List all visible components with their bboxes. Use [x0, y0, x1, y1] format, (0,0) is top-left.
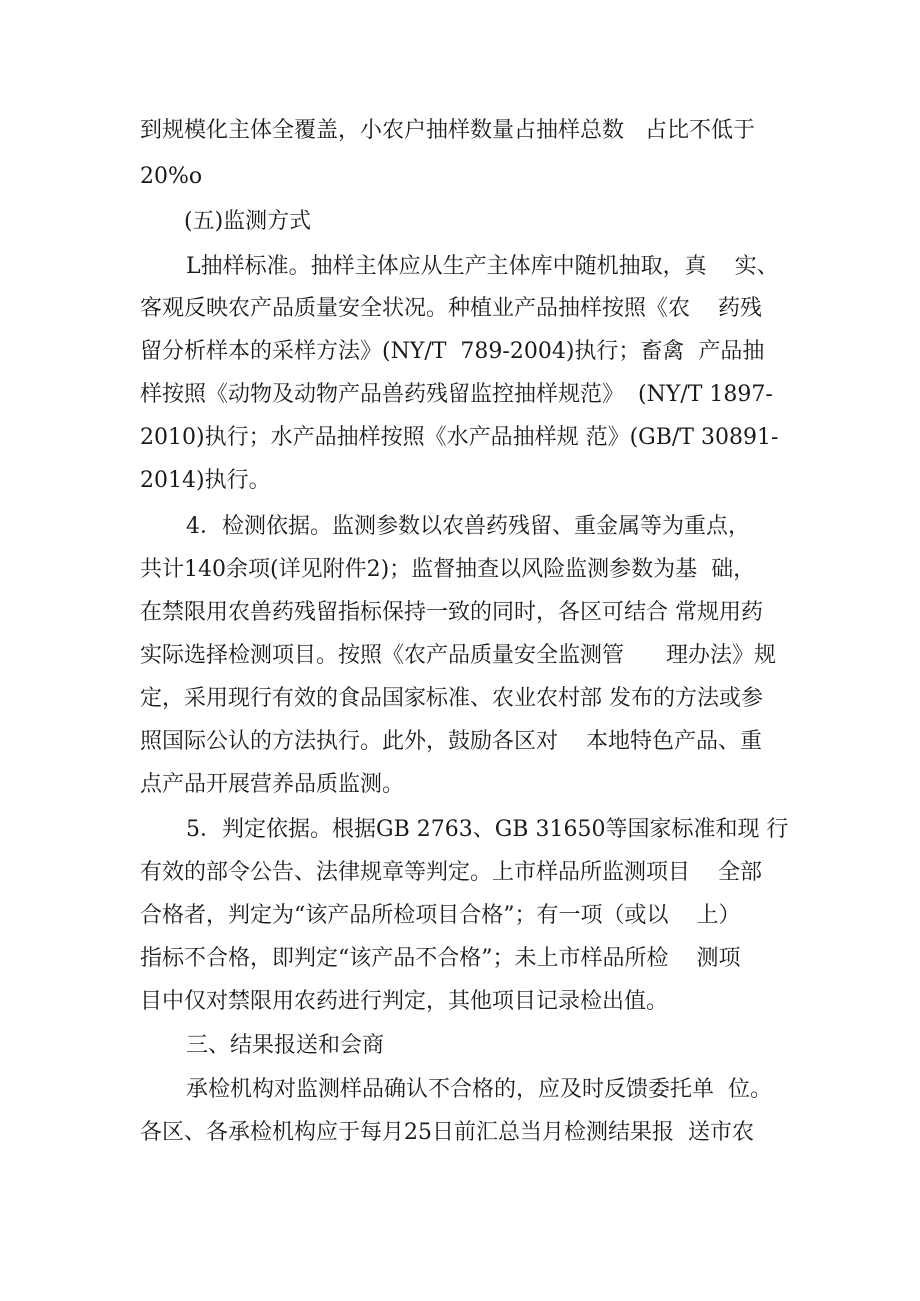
text-line: 4．检测依据。监测参数以农兽药残留、重金属等为重点，	[186, 514, 750, 539]
text-line: 2010)执行；水产品抽样按照《水产品抽样规 范》(GB/T 30891-	[140, 425, 779, 450]
text-line: 承检机构对监测样品确认不合格的，应及时反馈委托单 位。	[186, 1077, 772, 1102]
text-line: 目中仅对禁限用农药进行判定，其他项目记录检出值。	[140, 989, 669, 1014]
text-line: 点产品开展营养品质监测。	[140, 772, 405, 797]
text-line: 2014)执行。	[140, 468, 271, 493]
text-line: 5．判定依据。根据GB 2763、GB 31650等国家标准和现 行	[186, 817, 789, 842]
text-line: 实际选择检测项目。按照《农产品质量安全监测管 理办法》规	[140, 643, 776, 668]
section-heading: (五)监测方式	[184, 209, 312, 234]
text-line: 合格者，判定为“该产品所检项目合格”；有一项（或以 上）	[140, 903, 741, 928]
text-line: L抽样标准。抽样主体应从生产主体库中随机抽取，真 实、	[186, 254, 779, 279]
text-line: 定，采用现行有效的食品国家标准、农业农村部 发布的方法或参	[140, 686, 763, 711]
text-line: 20%o	[140, 164, 203, 189]
text-line: 客观反映农产品质量安全状况。种植业产品抽样按照《农 药残	[140, 296, 762, 321]
text-line: 各区、各承检机构应于每月25日前汇总当月检测结果报 送市农	[140, 1120, 754, 1145]
text-line: 照国际公认的方法执行。此外，鼓励各区对 本地特色产品、重	[140, 729, 762, 754]
text-line: 共计140余项(详见附件2)；监督抽查以风险监测参数为基 础，	[140, 557, 756, 582]
text-line: 有效的部令公告、法律规章等判定。上市样品所监测项目 全部	[140, 860, 762, 885]
text-line: 到规模化主体全覆盖，小农户抽样数量占抽样总数 占比不低于	[140, 118, 755, 143]
text-line: 留分析样本的采样方法》(NY/T 789-2004)执行；畜禽 产品抽	[140, 339, 765, 364]
text-line: 指标不合格，即判定“该产品不合格”；未上市样品所检 测项	[140, 946, 741, 971]
text-line: 在禁限用农兽药残留指标保持一致的同时，各区可结合 常规用药	[140, 600, 763, 625]
section-heading: 三、结果报送和会商	[186, 1033, 385, 1058]
text-line: 样按照《动物及动物产品兽药残留监控抽样规范》 (NY/T 1897-	[140, 382, 773, 407]
